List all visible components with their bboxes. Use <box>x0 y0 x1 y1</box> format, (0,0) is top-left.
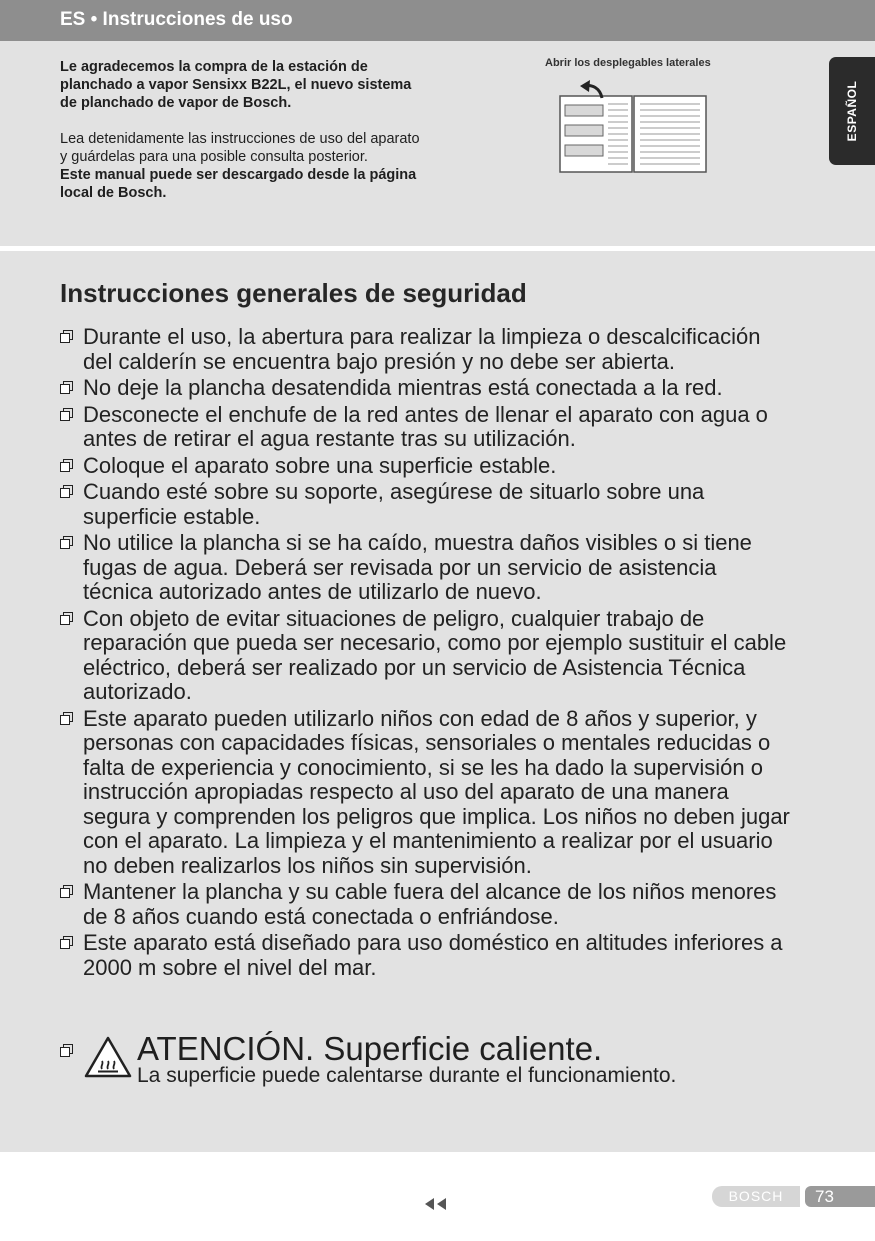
list-item-text: Mantener la plancha y su cable fuera del alcance de los niños menores de 8 años cuando está conectada o enfriándose. <box>83 879 777 929</box>
list-item-text: Este aparato pueden utilizarlo niños con edad de 8 años y superior, y personas con capacidades físicas, sensoriales o mentales reducidas o falta de experiencia y conocimiento, si se les ha dado la supervisión o instrucción apropiadas respecto al uso del aparato de una manera segura y comprenden los peligros que implica. Los niños no deben jugar con el aparato. La limpieza y el mantenimiento a realizar por el usuario no deben realizarlos los niños sin supervisión. <box>83 705 790 878</box>
list-item <box>60 531 790 605</box>
intro-thanks: Le agradecemos la compra de la estación de planchado a vapor Sensixx B22L, el nuevo sistema de planchado de vapor de Bosch. <box>60 59 412 111</box>
checkbox-bullet-icon <box>60 459 73 472</box>
diagram-label: Abrir los desplegables laterales <box>545 57 711 69</box>
intro-download: Este manual puede ser descargado desde la página local de Bosch. <box>60 167 417 201</box>
header-bar <box>0 0 875 41</box>
previous-page-icon[interactable] <box>423 1196 449 1212</box>
hot-surface-warning-icon <box>84 1036 132 1078</box>
list-item <box>60 325 790 374</box>
list-item <box>60 607 790 705</box>
list-item-text: Cuando esté sobre su soporte, asegúrese de situarlo sobre una superficie estable. <box>83 479 705 529</box>
language-tab <box>829 57 875 165</box>
warning-text: La superficie puede calentarse durante el funcionamiento. <box>137 1064 677 1087</box>
checkbox-bullet-icon <box>60 330 73 343</box>
checkbox-bullet-icon <box>60 612 73 625</box>
footer-brand: BOSCH <box>712 1186 800 1207</box>
list-item-text: Coloque el aparato sobre una superficie estable. <box>83 452 557 478</box>
checkbox-bullet-icon <box>60 1044 73 1057</box>
list-item <box>60 480 790 529</box>
list-item-text: No deje la plancha desatendida mientras está conectada a la red. <box>83 375 723 400</box>
list-item-text: Desconecte el enchufe de la red antes de llenar el aparato con agua o antes de retirar el agua restante tras su utilización. <box>83 401 768 451</box>
checkbox-bullet-icon <box>60 712 73 725</box>
page-number: 73 <box>805 1186 875 1207</box>
language-tab-label: ESPAÑOL <box>845 80 859 142</box>
list-item <box>60 880 790 929</box>
checkbox-bullet-icon <box>60 381 73 394</box>
list-item <box>60 454 790 479</box>
intro-read-carefully: Lea detenidamente las instrucciones de uso del aparato y guárdelas para una posible consulta posterior. <box>60 131 420 165</box>
hot-surface-warning <box>60 1030 820 1090</box>
checkbox-bullet-icon <box>60 885 73 898</box>
safety-list <box>60 325 790 982</box>
checkbox-bullet-icon <box>60 536 73 549</box>
list-item-text: Este aparato está diseñado para uso doméstico en altitudes inferiores a 2000 m sobre el nivel del mar. <box>83 930 783 980</box>
checkbox-bullet-icon <box>60 408 73 421</box>
list-item <box>60 376 790 401</box>
list-item-text: Durante el uso, la abertura para realizar la limpieza o descalcificación del calderín se encuentra bajo presión y no debe ser abierta. <box>83 324 761 374</box>
list-item-text: No utilice la plancha si se ha caído, muestra daños visibles o si tiene fugas de agua. Deberá ser revisada por un servicio de asistencia técnica autorizado antes de utilizarlo de nuevo. <box>83 530 752 604</box>
list-item-text: Con objeto de evitar situaciones de peligro, cualquier trabajo de reparación que pueda ser necesario, como por ejemplo sustituir el cable eléctrico, deberá ser realizado por un servicio de Asistencia Técnica autorizado. <box>83 605 787 704</box>
header-title: ES • Instrucciones de uso <box>60 9 293 30</box>
section-title: Instrucciones generales de seguridad <box>60 278 527 308</box>
warning-title: ATENCIÓN. Superficie caliente. <box>137 1030 603 1067</box>
open-book-icon <box>558 78 708 174</box>
checkbox-bullet-icon <box>60 936 73 949</box>
list-item <box>60 707 790 879</box>
list-item <box>60 403 790 452</box>
list-item <box>60 931 790 980</box>
intro-text <box>60 58 420 202</box>
checkbox-bullet-icon <box>60 485 73 498</box>
